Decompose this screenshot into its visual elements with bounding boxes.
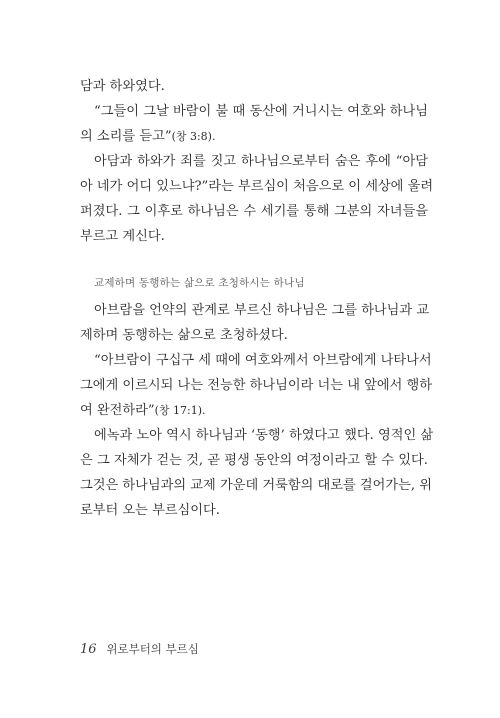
- body-text-bottom: [80, 298, 434, 523]
- text-line: 담과 하와였다.: [80, 79, 165, 94]
- text-line: 그에게 이르시되 나는 전능한 하나님이라 너는 내 앞에서 행하: [80, 378, 433, 393]
- body-text-top: [80, 74, 434, 249]
- text-line: 아담과 하와가 죄를 짓고 하나님으로부터 숨은 후에 “아담: [94, 154, 428, 169]
- text-line: 로부터 오는 부르심이다.: [80, 503, 220, 518]
- text-line: 아브람을 언약의 관계로 부르신 하나님은 그를 하나님과 교: [94, 303, 430, 318]
- text-line: 그것은 하나님과의 교제 가운데 거룩함의 대로를 걸어가는, 위: [80, 478, 433, 493]
- text-line: 제하며 동행하는 삶으로 초청하셨다.: [80, 328, 288, 343]
- text-line: “아브람이 구십구 세 때에 여호와께서 아브람에게 나타나서: [94, 353, 432, 368]
- page-footer: [80, 641, 199, 657]
- page-number: 16: [80, 642, 97, 657]
- text-line: 부르고 계신다.: [80, 229, 165, 244]
- quote-end: 의 소리를 듣고”: [80, 129, 172, 144]
- quote-end: 여 완전하라”: [80, 403, 155, 418]
- text-line: 퍼졌다. 그 이후로 하나님은 수 세기를 통해 그분의 자녀들을: [80, 204, 428, 219]
- text-line: [80, 398, 428, 423]
- scripture-reference: (창 17:1).: [154, 404, 206, 417]
- scripture-reference: (창 3:8).: [171, 130, 216, 143]
- section-heading: 교제하며 동행하는 삶으로 초청하시는 하나님: [94, 277, 305, 289]
- text-line: 에녹과 노아 역시 하나님과 ‘동행’ 하였다고 했다. 영적인 삶: [94, 428, 434, 443]
- text-line: [80, 124, 428, 149]
- running-title: 위로부터의 부르심: [106, 642, 199, 656]
- text-line: 아 네가 어디 있느냐?”라는 부르심이 처음으로 이 세상에 울려: [80, 179, 434, 194]
- text-line: 은 그 자체가 걷는 것, 곧 평생 동안의 여정이라고 할 수 있다.: [80, 453, 428, 468]
- text-line: “그들이 그날 바람이 불 때 동산에 거니시는 여호와 하나님: [94, 104, 428, 119]
